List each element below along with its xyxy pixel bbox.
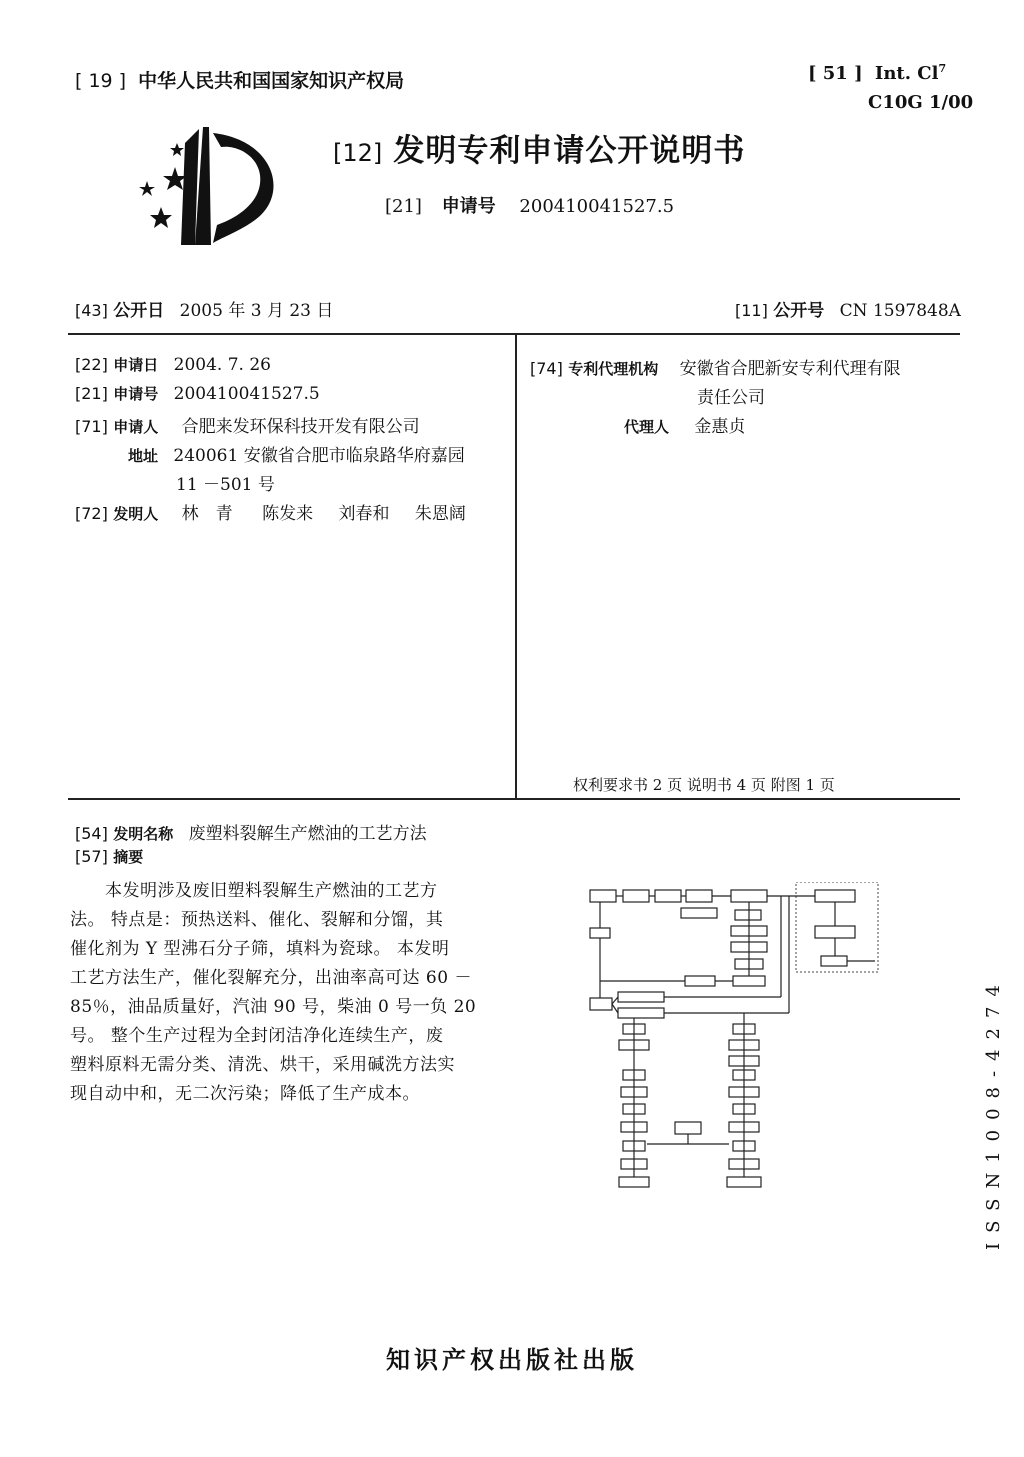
diagram-box xyxy=(731,890,767,902)
appno-code: [21] xyxy=(75,384,108,403)
int-cl-value: C10G 1/00 xyxy=(868,92,974,113)
page-counts: 权利要求书 2 页 说明书 4 页 附图 1 页 xyxy=(573,776,835,794)
int-cl-label: Int. Cl xyxy=(874,63,939,84)
abstract-line: 本发明涉及废旧塑料裂解生产燃油的工艺方 xyxy=(70,881,438,901)
diagram-box xyxy=(686,890,712,902)
divider-vertical xyxy=(515,333,517,800)
application-number-header xyxy=(385,192,674,218)
title-code: [54] xyxy=(75,824,108,843)
abstract-heading xyxy=(75,846,153,867)
agency-label: 专利代理机构 xyxy=(568,360,659,378)
abstract-line: 号。 整个生产过程为全封闭洁净化连续生产，废 xyxy=(70,1026,444,1046)
divider-top xyxy=(68,333,960,335)
diagram-box xyxy=(618,1008,664,1018)
address-label: 地址 xyxy=(128,447,159,465)
agent xyxy=(624,412,745,437)
appno-value: 200410041527.5 xyxy=(173,384,320,404)
office-header xyxy=(75,66,404,93)
inventor-name: 林 青 xyxy=(181,504,233,524)
office-code: [ 19 ] xyxy=(75,70,127,92)
diagram-right-column xyxy=(727,1013,761,1187)
diagram-box xyxy=(675,1122,701,1134)
applicant xyxy=(75,412,420,437)
abstract-line: 现自动中和，无二次污染；降低了生产成本。 xyxy=(70,1084,420,1104)
agency-code: [74] xyxy=(530,359,563,378)
diagram-left-column xyxy=(619,1018,649,1187)
inventor-label: 发明人 xyxy=(113,505,159,523)
issn-text: ISSN1008-4274 xyxy=(983,975,1004,1250)
publication-date xyxy=(75,296,333,321)
publication-number xyxy=(735,296,961,321)
applicant-label: 申请人 xyxy=(113,418,159,436)
process-flow-diagram xyxy=(585,882,880,1190)
int-cl-code: [ 51 ] xyxy=(808,63,863,84)
abstract-line: 塑料原料无需分类、清洗、烘干，采用碱洗方法实 xyxy=(70,1055,455,1075)
diagram-box xyxy=(815,926,855,938)
abstract-line: 催化剂为 Y 型沸石分子筛，填料为瓷球。 本发明 xyxy=(70,939,450,959)
pub-no-code: [11] xyxy=(735,301,768,320)
abstract-line: 工艺方法生产，催化裂解充分，出油率高可达 60 － xyxy=(70,968,472,988)
diagram-box xyxy=(590,928,610,938)
app-no-value: 200410041527.5 xyxy=(519,196,675,217)
diagram-box xyxy=(821,956,847,966)
application-number xyxy=(75,383,320,404)
pub-date-code: [43] xyxy=(75,301,108,320)
address xyxy=(128,441,465,466)
patent-agency xyxy=(530,354,901,379)
filing-date xyxy=(75,354,271,375)
inventor-name: 陈发来 xyxy=(262,504,314,524)
abstract-line: 85％，油品质量好，汽油 90 号，柴油 0 号一负 20 xyxy=(70,997,477,1017)
agency-line2: 责任公司 xyxy=(697,388,765,408)
filing-code: [22] xyxy=(75,355,108,374)
title-label: 发明名称 xyxy=(113,825,174,843)
diagram-box xyxy=(815,890,855,902)
diagram-box xyxy=(681,908,717,918)
sipo-emblem-icon xyxy=(125,125,285,250)
invention-title xyxy=(75,819,427,844)
address-line2: 11 －501 号 xyxy=(176,475,275,495)
applicant-code: [71] xyxy=(75,417,108,436)
pub-date-label: 公开日 xyxy=(113,301,165,321)
int-cl xyxy=(808,62,946,84)
agent-label: 代理人 xyxy=(624,418,670,436)
pub-no-value: CN 1597848A xyxy=(839,301,961,321)
agency-line1: 安徽省合肥新安专利代理有限 xyxy=(679,359,901,379)
diagram-box xyxy=(618,992,664,1002)
issn-vertical xyxy=(955,950,1004,1250)
diagram-box xyxy=(735,910,761,920)
pub-date-value: 2005 年 3 月 23 日 xyxy=(179,301,334,321)
title-value: 废塑料裂解生产燃油的工艺方法 xyxy=(188,824,427,844)
doc-type-code: [12] xyxy=(333,139,383,167)
abstract-label: 摘要 xyxy=(113,848,144,866)
office-name: 中华人民共和国国家知识产权局 xyxy=(138,70,405,92)
filing-label: 申请日 xyxy=(113,356,159,374)
abstract-line: 法。 特点是：预热送料、催化、裂解和分馏，其 xyxy=(70,910,444,930)
inventors xyxy=(75,499,466,524)
app-no-label: 申请号 xyxy=(441,196,496,217)
divider-bottom xyxy=(68,798,960,800)
diagram-box xyxy=(733,976,765,986)
publisher: 知识产权出版社出版 xyxy=(386,1345,638,1374)
diagram-box xyxy=(623,890,649,902)
inventor-name: 朱恩阔 xyxy=(414,504,466,524)
doc-type-title: 发明专利申请公开说明书 xyxy=(393,133,746,169)
filing-value: 2004. 7. 26 xyxy=(173,355,271,375)
inventor-code: [72] xyxy=(75,504,108,523)
diagram-box xyxy=(590,998,612,1010)
document-type xyxy=(333,125,745,170)
inventor-name: 刘春和 xyxy=(338,504,390,524)
app-no-code: [21] xyxy=(385,196,422,217)
abstract-code: [57] xyxy=(75,847,108,866)
diagram-box xyxy=(685,976,715,986)
agent-value: 金惠贞 xyxy=(694,417,746,437)
applicant-value: 合肥来发环保科技开发有限公司 xyxy=(181,417,420,437)
int-cl-sup: 7 xyxy=(938,62,947,75)
appno-label: 申请号 xyxy=(113,385,159,403)
address-line1: 240061 安徽省合肥市临泉路华府嘉园 xyxy=(173,446,465,466)
pub-no-label: 公开号 xyxy=(773,301,825,321)
diagram-box xyxy=(590,890,616,902)
diagram-box xyxy=(655,890,681,902)
